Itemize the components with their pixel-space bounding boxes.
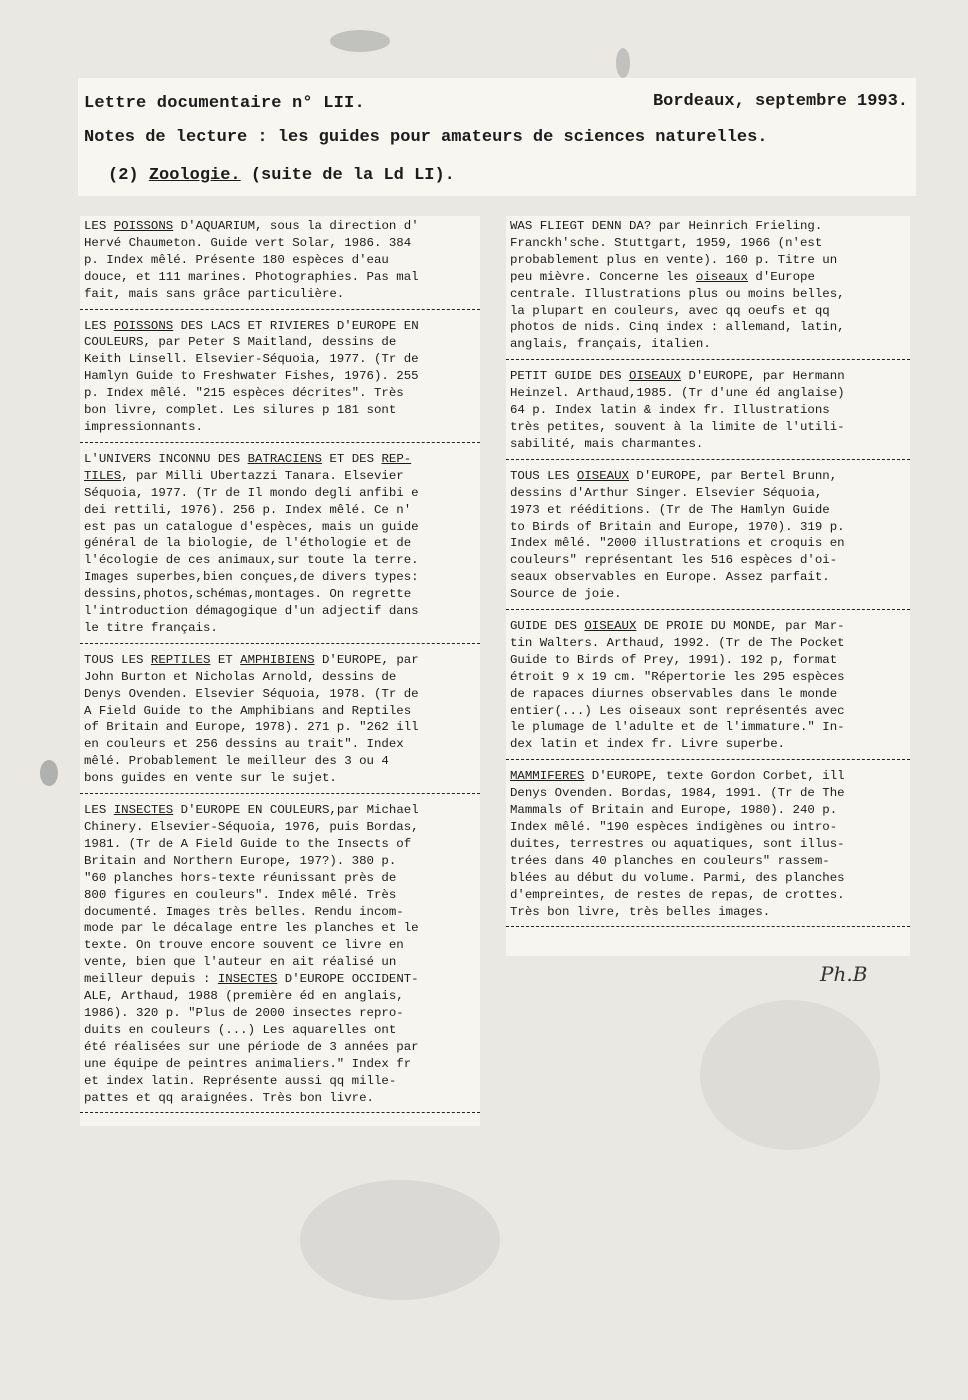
entry-text: le plumage de l'adulte et de l'immature." In-: [510, 720, 845, 735]
entry-text: Denys Ovenden. Elsevier Séquoia, 1978. (Tr de: [84, 686, 419, 701]
entry-text: 64 p. Index latin & index fr. Illustrations: [510, 403, 830, 418]
entry-text: Franckh'sche. Stuttgart, 1959, 1966 (n'est: [510, 235, 823, 250]
entry-line: [84, 519, 476, 536]
entry-text: trées dans 40 planches en couleurs" rassem-: [510, 853, 830, 868]
entry-line: [84, 552, 476, 569]
entry-keyword: INSECTES: [113, 803, 174, 818]
entry-line: [84, 502, 476, 519]
entry-keyword: REP-: [381, 451, 412, 466]
entry-text: Images superbes,bien conçues,de divers types:: [84, 570, 419, 585]
entry-text: TOUS LES: [510, 468, 577, 483]
entry-line: [510, 552, 906, 569]
entry-line: [84, 402, 476, 419]
entry-text: Très bon livre, très belles images.: [510, 904, 771, 919]
entry-text: Séquoia, 1977. (Tr de Il mondo degli anfibi e: [84, 485, 419, 500]
entry-text: Chinery. Elsevier-Séquoia, 1976, puis Bordas,: [84, 820, 419, 834]
entry-line: [84, 652, 476, 669]
entry-text: meilleur depuis :: [84, 972, 218, 987]
entry-line: [84, 736, 476, 753]
entry-text: de rapaces diurnes observables dans le monde: [510, 686, 838, 701]
noise-speck: [40, 760, 58, 786]
entry-line: [84, 836, 476, 853]
entry-text: seaux observables en Europe. Assez parfait.: [510, 570, 830, 585]
entry-line: [84, 385, 476, 402]
entry-text: COULEURS, par Peter S Maitland, dessins de: [84, 335, 397, 350]
entry-line: [510, 669, 906, 686]
noise-speck: [616, 48, 630, 78]
entry-text: Hervé Chaumeton. Guide vert Solar, 1986. 384: [84, 235, 412, 250]
entry-text: centrale. Illustrations plus ou moins belles,: [510, 286, 845, 301]
dashed-separator: [80, 793, 480, 795]
entry-line: [84, 351, 476, 368]
dashed-separator: [506, 926, 910, 928]
entry-line: [510, 269, 906, 286]
entry-line: [510, 719, 906, 736]
entry-text: Heinzel. Arthaud,1985. (Tr d'une éd anglaise): [510, 386, 845, 401]
entry-line: [510, 402, 906, 419]
entry-keyword: MAMMIFERES: [510, 769, 585, 784]
entry-text: général de la biologie, de l'éthologie et de: [84, 536, 412, 551]
entry-text: ET: [210, 652, 241, 667]
book-entry: [506, 366, 910, 457]
entry-line: [510, 419, 906, 436]
entry-text: ALE, Arthaud, 1988 (première éd en anglais,: [84, 989, 404, 1004]
entry-line: [510, 586, 906, 603]
entry-text: Britain and Northern Europe, 197?). 380 p.: [84, 853, 397, 868]
dashed-separator: [506, 609, 910, 611]
section-note: (suite de la Ld LI).: [250, 166, 455, 185]
entry-line: [84, 318, 476, 335]
entry-text: blées au début du volume. Parmi, des planches: [510, 870, 845, 885]
entry-keyword: BATRACIENS: [247, 451, 322, 466]
entry-text: Mammals of Britain and Europe, 1980). 240 p.: [510, 803, 838, 818]
entry-keyword: POISSONS: [113, 318, 174, 333]
entry-keyword: TILES: [84, 468, 122, 483]
noise-speck: [700, 1000, 880, 1150]
entry-line: [84, 1090, 476, 1107]
entry-text: anglais, français, italien.: [510, 337, 711, 352]
entry-text: DE PROIE DU MONDE, par Mar-: [636, 619, 845, 634]
entry-text: LES: [84, 219, 114, 233]
entry-line: [510, 252, 906, 269]
section-name: Zoologie.: [148, 166, 241, 185]
entry-line: [84, 468, 476, 485]
entry-keyword: oiseaux: [695, 269, 748, 284]
entry-text: John Burton et Nicholas Arnold, dessins de: [84, 669, 397, 684]
entry-text: duits en couleurs (...) Les aquarelles ont: [84, 1022, 397, 1037]
entry-line: [510, 736, 906, 753]
entry-text: douce, et 111 marines. Photographies. Pas mal: [84, 269, 419, 284]
entry-line: [510, 218, 906, 235]
entry-text: , par Milli Ubertazzi Tanara. Elsevier: [121, 468, 404, 483]
entry-text: été réalisées sur une période de 3 années par: [84, 1039, 419, 1054]
dashed-separator: [506, 459, 910, 461]
entry-text: DES LACS ET RIVIERES D'EUROPE EN: [173, 318, 419, 333]
entry-text: L'UNIVERS INCONNU DES: [84, 451, 248, 466]
entry-line: [510, 785, 906, 802]
entry-text: pattes et qq araignées. Très bon livre.: [84, 1090, 374, 1105]
entry-keyword: OISEAUX: [576, 468, 629, 483]
entry-line: [510, 802, 906, 819]
entry-text: D'EUROPE EN COULEURS,par Michael: [173, 803, 419, 818]
section-number: (2): [108, 166, 139, 185]
entry-line: [84, 703, 476, 720]
entry-text: Source de joie.: [510, 587, 622, 602]
book-entry: [80, 216, 480, 307]
entry-line: [510, 286, 906, 303]
entry-text: le titre français.: [84, 620, 218, 635]
entry-line: [510, 535, 906, 552]
entry-text: est pas un catalogue d'espèces, mais un guide: [84, 519, 419, 534]
entry-line: [84, 669, 476, 686]
entry-line: [510, 468, 906, 485]
entry-text: mêlé. Probablement le meilleur des 3 ou 4: [84, 754, 389, 769]
entry-keyword: REPTILES: [150, 652, 211, 667]
entry-line: [84, 988, 476, 1005]
entry-text: vente, bien que l'auteur en ait réalisé un: [84, 955, 397, 970]
entry-text: LES: [84, 803, 114, 818]
entry-line: [84, 252, 476, 269]
entry-text: D'EUROPE OCCIDENT-: [277, 972, 419, 987]
book-entry: [80, 316, 480, 440]
entry-line: [84, 419, 476, 436]
entry-line: [510, 870, 906, 887]
entry-line: [84, 535, 476, 552]
entry-line: [510, 569, 906, 586]
entry-text: D'EUROPE, par Hermann: [681, 369, 845, 384]
entry-line: [84, 218, 476, 235]
entry-text: D'AQUARIUM, sous la direction d': [173, 219, 419, 233]
book-entry: [506, 216, 910, 357]
entry-text: "60 planches hors-texte réunissant près de: [84, 870, 397, 885]
entry-line: [510, 385, 906, 402]
entry-line: [84, 904, 476, 921]
noise-speck: [300, 1180, 500, 1300]
entry-keyword: AMPHIBIENS: [240, 652, 315, 667]
entry-text: dex latin et index fr. Livre superbe.: [510, 737, 786, 752]
entry-text: probablement plus en vente). 160 p. Titre un: [510, 252, 838, 267]
entry-text: mode par le décalage entre les planches et le: [84, 921, 419, 936]
entry-line: [84, 1005, 476, 1022]
dashed-separator: [80, 442, 480, 444]
entry-line: [84, 586, 476, 603]
entry-line: [510, 618, 906, 635]
entry-keyword: POISSONS: [113, 219, 174, 233]
entry-line: [510, 336, 906, 353]
noise-speck: [330, 30, 390, 52]
entry-line: [84, 334, 476, 351]
entry-line: [84, 887, 476, 904]
entry-line: [84, 870, 476, 887]
entry-text: et index latin. Représente aussi qq mille-: [84, 1073, 397, 1088]
entry-line: [510, 635, 906, 652]
entry-text: étroit 9 x 19 cm. "Répertorie les 295 espèces: [510, 669, 845, 684]
entry-text: Denys Ovenden. Bordas, 1984, 1991. (Tr de The: [510, 786, 845, 801]
entry-text: D'EUROPE, texte Gordon Corbet, ill: [584, 769, 845, 784]
entry-text: duites, terrestres ou aquatiques, sont illus-: [510, 836, 845, 851]
entry-text: Guide to Birds of Prey, 1991). 192 p, format: [510, 652, 838, 667]
entry-line: [84, 937, 476, 954]
entry-text: d'empreintes, de restes de repas, de crottes.: [510, 887, 845, 902]
entry-text: A Field Guide to the Amphibians and Reptiles: [84, 703, 412, 718]
entry-text: Index mêlé. "190 espèces indigènes ou intro-: [510, 820, 838, 834]
entry-text: p. Index mêlé. "215 espèces décrites". Très: [84, 386, 404, 401]
entry-line: [84, 971, 476, 988]
entry-text: couleurs" représentant les 516 espèces d'oi-: [510, 553, 838, 568]
book-entry: [80, 800, 480, 1110]
entry-line: [84, 286, 476, 303]
entry-line: [510, 853, 906, 870]
entry-line: [84, 753, 476, 770]
entry-text: dei rettili, 1976). 256 p. Index mêlé. Ce n': [84, 502, 412, 517]
entry-line: [84, 686, 476, 703]
entry-text: of Britain and Europe, 1978). 271 p. "262 ill: [84, 720, 419, 735]
dashed-separator: [80, 643, 480, 645]
entry-line: [84, 235, 476, 252]
entry-line: [510, 819, 906, 836]
dashed-separator: [80, 309, 480, 311]
entry-text: D'EUROPE, par: [314, 652, 419, 667]
entry-line: [84, 802, 476, 819]
signature: Ph.B: [820, 962, 868, 986]
entry-text: TOUS LES: [84, 652, 151, 667]
entry-text: GUIDE DES: [510, 619, 585, 634]
letter-subtitle: Notes de lecture : les guides pour amateurs de sciences naturelles.: [84, 128, 768, 147]
book-entry: [506, 616, 910, 757]
right-column: [506, 216, 910, 956]
entry-text: en couleurs et 256 dessins au trait". Index: [84, 737, 404, 752]
entry-text: dessins d'Arthur Singer. Elsevier Séquoia,: [510, 485, 823, 500]
dashed-separator: [80, 1112, 480, 1114]
entry-line: [84, 1056, 476, 1073]
entry-line: [84, 920, 476, 937]
entry-line: [510, 836, 906, 853]
entry-text: photos de nids. Cinq index : allemand, latin,: [510, 320, 845, 335]
entry-text: Hamlyn Guide to Freshwater Fishes, 1976). 255: [84, 369, 419, 384]
entry-line: [510, 703, 906, 720]
letter-header: [78, 78, 916, 196]
entry-text: peu mièvre. Concerne les: [510, 269, 696, 284]
entry-text: dessins,photos,schémas,montages. On regrette: [84, 587, 412, 602]
entry-text: PETIT GUIDE DES: [510, 369, 629, 384]
entry-text: documenté. Images très belles. Rendu incom-: [84, 904, 404, 919]
entry-line: [84, 954, 476, 971]
entry-line: [510, 686, 906, 703]
entry-text: to Birds of Britain and Europe, 1970). 319 p.: [510, 519, 845, 534]
book-entry: [506, 466, 910, 607]
entry-line: [84, 1022, 476, 1039]
entry-line: [510, 887, 906, 904]
entry-keyword: OISEAUX: [584, 619, 637, 634]
entry-line: [84, 853, 476, 870]
entry-text: Keith Linsell. Elsevier-Séquoia, 1977. (Tr de: [84, 352, 419, 367]
entry-text: 1986). 320 p. "Plus de 2000 insectes repro-: [84, 1005, 404, 1020]
entry-line: [84, 770, 476, 787]
entry-text: tin Walters. Arthaud, 1992. (Tr de The Pocket: [510, 635, 845, 650]
book-entry: [80, 650, 480, 791]
entry-line: [510, 235, 906, 252]
entry-text: une équipe de peintres animaliers." Index fr: [84, 1056, 412, 1071]
book-entry: [80, 449, 480, 641]
dashed-separator: [506, 359, 910, 361]
entry-line: [84, 485, 476, 502]
entry-text: entier(...) Les oiseaux sont représentés avec: [510, 703, 845, 718]
entry-keyword: INSECTES: [217, 972, 278, 987]
entry-line: [510, 368, 906, 385]
entry-line: [510, 319, 906, 336]
entry-text: bons guides en vente sur le sujet.: [84, 771, 337, 786]
entry-text: d'Europe: [747, 269, 815, 284]
entry-line: [510, 904, 906, 921]
entry-text: WAS FLIEGT DENN DA? par Heinrich Frieling.: [510, 219, 823, 233]
entry-line: [84, 603, 476, 620]
entry-text: fait, mais sans grâce particulière.: [84, 286, 345, 301]
entry-line: [510, 303, 906, 320]
entry-text: LES: [84, 318, 114, 333]
left-column: [80, 216, 480, 1126]
entry-line: [510, 485, 906, 502]
entry-text: l'introduction démagogique d'un adjectif dans: [84, 604, 419, 619]
entry-text: la plupart en couleurs, avec qq oeufs et qq: [510, 303, 830, 318]
section-heading: [108, 166, 455, 185]
letter-date: Bordeaux, septembre 1993.: [652, 92, 908, 111]
entry-text: 800 figures en couleurs". Index mêlé. Très: [84, 887, 397, 902]
dashed-separator: [506, 759, 910, 761]
entry-line: [510, 502, 906, 519]
entry-text: texte. On trouve encore souvent ce livre en: [84, 938, 404, 953]
entry-line: [84, 719, 476, 736]
entry-line: [510, 519, 906, 536]
entry-text: l'écologie de ces animaux,sur toute la terre.: [84, 553, 419, 568]
entry-line: [510, 652, 906, 669]
entry-text: très petites, souvent à la limite de l'utili-: [510, 419, 845, 434]
entry-line: [510, 768, 906, 785]
entry-line: [84, 620, 476, 637]
entry-keyword: OISEAUX: [628, 369, 682, 384]
entry-line: [84, 451, 476, 468]
entry-line: [84, 368, 476, 385]
entry-text: sabilité, mais charmantes.: [510, 436, 704, 451]
entry-text: impressionnants.: [84, 419, 203, 434]
entry-text: D'EUROPE, par Bertel Brunn,: [628, 468, 838, 483]
entry-line: [84, 1039, 476, 1056]
letter-title: Lettre documentaire n° LII.: [84, 94, 365, 113]
entry-text: bon livre, complet. Les silures p 181 sont: [84, 403, 397, 418]
entry-line: [84, 269, 476, 286]
entry-text: p. Index mêlé. Présente 180 espèces d'eau: [84, 252, 389, 267]
entry-text: ET DES: [321, 451, 382, 466]
entry-text: 1981. (Tr de A Field Guide to the Insects of: [84, 836, 412, 851]
entry-line: [84, 1073, 476, 1090]
entry-line: [84, 569, 476, 586]
entry-line: [510, 436, 906, 453]
book-entry: [506, 766, 910, 924]
entry-text: 1973 et rééditions. (Tr de The Hamlyn Guide: [510, 502, 830, 517]
entry-text: Index mêlé. "2000 illustrations et croquis en: [510, 536, 845, 551]
entry-line: [84, 819, 476, 836]
